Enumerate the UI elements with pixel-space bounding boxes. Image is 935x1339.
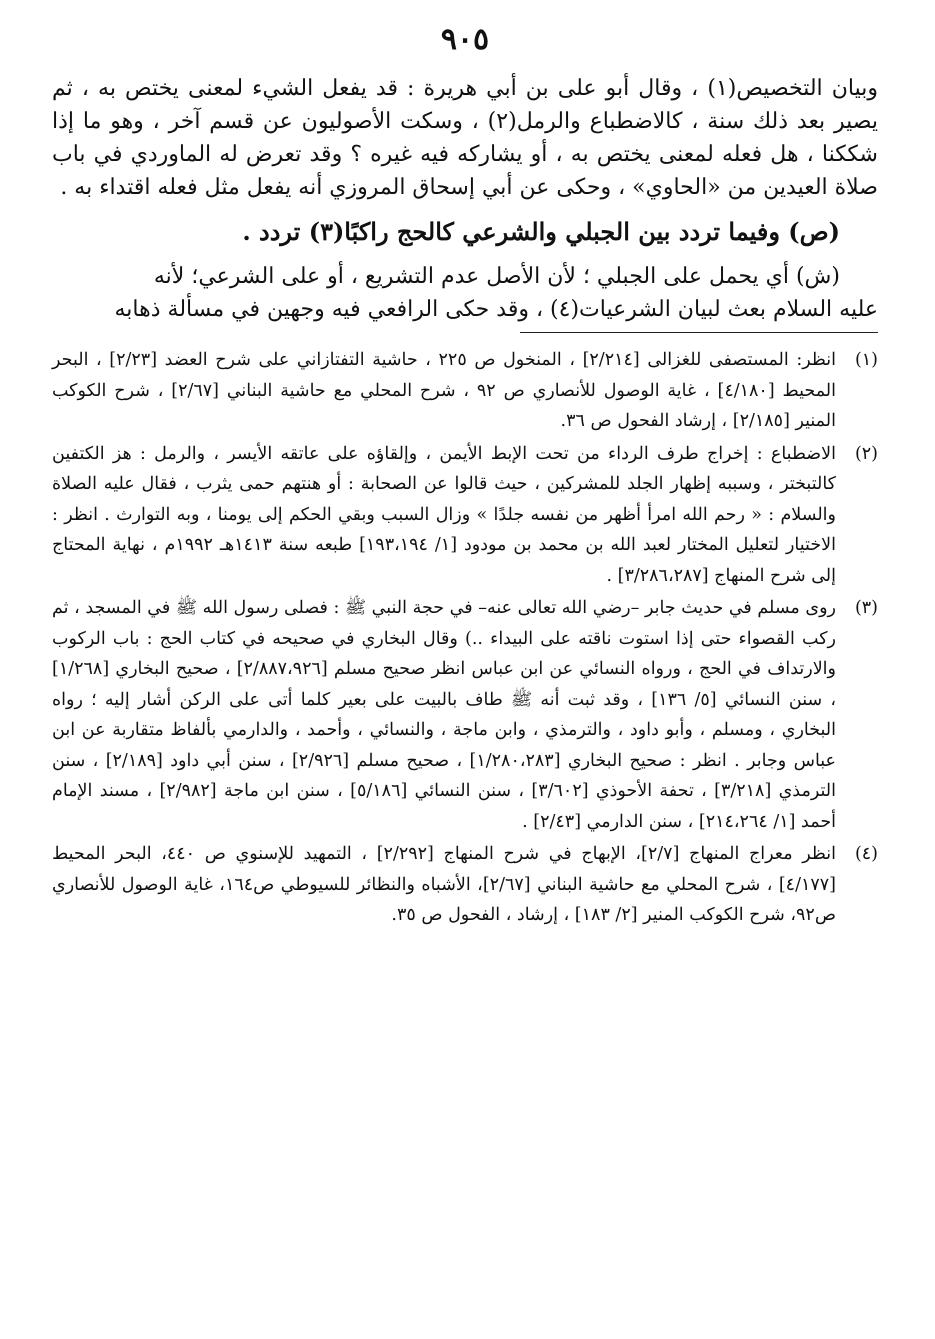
footnote-text: روى مسلم في حديث جابر –رضي الله تعالى عنه– في حجة النبي ﷺ : فصلى رسول الله ﷺ في المسجد ، ثم ركب القصواء حتى إذا استوت ناقته على البيداء ..) وقال البخاري في صحيحه في كتاب الحج : باب الركوب والارتداف في الحج ، ورواه النسائي عن ابن عباس انظر صحيح مسلم [٢/٨٨٧،٩٢٦] ، صحيح البخاري [١/٢٦٨] ، سنن النسائي [٥/ ١٣٦] ، وقد ثبت أنه ﷺ طاف بالبيت على بعير كلما أتى على الركن أشار إليه ؛ رواه البخاري ، ومسلم ، وأبو داود ، والترمذي ، وابن ماجة ، والنسائي ، وأحمد ، والدارمي بألفاظ متقاربة عن ابن عباس وجابر . انظر : صحيح البخاري [١/٢٨٠،٢٨٣] ، صحيح مسلم [٢/٩٢٦] ، سنن أبي داود [٢/١٨٩] ، سنن الترمذي [٣/٢١٨] ، تحفة الأحوذي [٣/٦٠٢] ، سنن النسائي [٥/١٨٦] ، سنن ابن ماجة [٢/٩٨٢] ، مسند الإمام أحمد [١/ ٢١٤،٢٦٤] ، سنن الدارمي [٢/٤٣] . xyxy=(52,598,837,832)
footnote-number: (٤) xyxy=(854,844,878,864)
sharh-first-line: (ش) أي يحمل على الجبلي ؛ لأن الأصل عدم التشريع ، أو على الشرعي؛ لأنه xyxy=(153,264,840,289)
sharh-paragraph xyxy=(52,260,878,326)
footnote-number: (١) xyxy=(854,350,878,370)
matn-text: (ص) وفيما تردد بين الجبلي والشرعي كالحج راكبًا(٣) تردد . xyxy=(242,217,840,246)
footnote-number: (٢) xyxy=(854,443,878,464)
footnote-text: انظر معراج المنهاج [٢/٧]، الإبهاج في شرح المنهاج [٢/٢٩٢] ، التمهيد للإسنوي ص ٤٤٠، البحر المحيط [٤/١٧٧] ، شرح المحلي مع حاشية البناني [٢/٦٧]، الأشباه والنظائر للسيوطي ص١٦٤، غاية الوصول للأنصاري ص٩٢، شرح الكوكب المنير [٢/ ١٨٣] ، إرشاد ، الفحول ص ٣٥. xyxy=(52,844,836,925)
footnote-number: (٣) xyxy=(854,598,878,618)
footnote-separator xyxy=(520,332,878,333)
footnote-2 xyxy=(52,439,878,592)
footnote-4 xyxy=(52,839,878,931)
footnote-text: الاضطباع : إخراج طرف الرداء من تحت الإبط الأيمن ، وإلقاؤه على عاتقه الأيسر ، والرمل : هز الكتفين كالتبختر ، وسببه إظهار الجلد للمشركين ، حيث قالوا عن الصحابة : أو هنتهم حمى يثرب ، فقال عليه الصلاة والسلام : « رحم الله امرأ أظهر من نفسه جلدًا » وزال السبب وبقي الحكم إلى يومنا ، وبه التوارث . انظر : الاختيار لتعليل المختار لعبد الله بن محمد بن مودود [١/ ١٩٣،١٩٤] طبعه سنة ١٤١٣هـ ١٩٩٢م ، نهاية المحتاج إلى شرح المنهاج [٣/٢٨٦،٢٨٧] . xyxy=(52,443,836,586)
body-paragraph xyxy=(52,72,878,204)
sharh-continuation: عليه السلام بعث لبيان الشرعيات(٤) ، وقد حكى الرافعي فيه وجهين في مسألة ذهابه xyxy=(114,297,878,322)
footnote-1 xyxy=(52,345,878,437)
footnote-text: انظر: المستصفى للغزالى [٢/٢١٤] ، المنخول ص ٢٢٥ ، حاشية التفتازاني على شرح العضد [٢/٢٣] ، البحر المحيط [٤/١٨٠] ، غاية الوصول للأنصاري ص ٩٢ ، شرح المحلي مع حاشية البناني [٢/٦٧] ، شرح الكوكب المنير [٢/١٨٥] ، إرشاد الفحول ص ٣٦. xyxy=(52,350,837,431)
footnote-3 xyxy=(52,593,878,837)
body-paragraph-text: وبيان التخصيص(١) ، وقال أبو على بن أبي هريرة : قد يفعل الشيء لمعنى يختص به ، ثم يصير بعد ذلك سنة ، كالاضطباع والرمل(٢) ، وسكت الأصوليون عن قسم آخر ، وهو ما إذا شككنا ، هل فعله لمعنى يختص به ، أو يشاركه فيه غيره ؟ وقد تعرض له الماوردي في باب صلاة العيدين من «الحاوي» ، وحكى عن أبي إسحاق المروزي أنه يفعل مثل فعله اقتداء به . xyxy=(52,76,879,200)
book-page xyxy=(52,20,878,933)
footnotes-section xyxy=(52,345,878,931)
page-number: ٩٠٥ xyxy=(440,22,490,57)
